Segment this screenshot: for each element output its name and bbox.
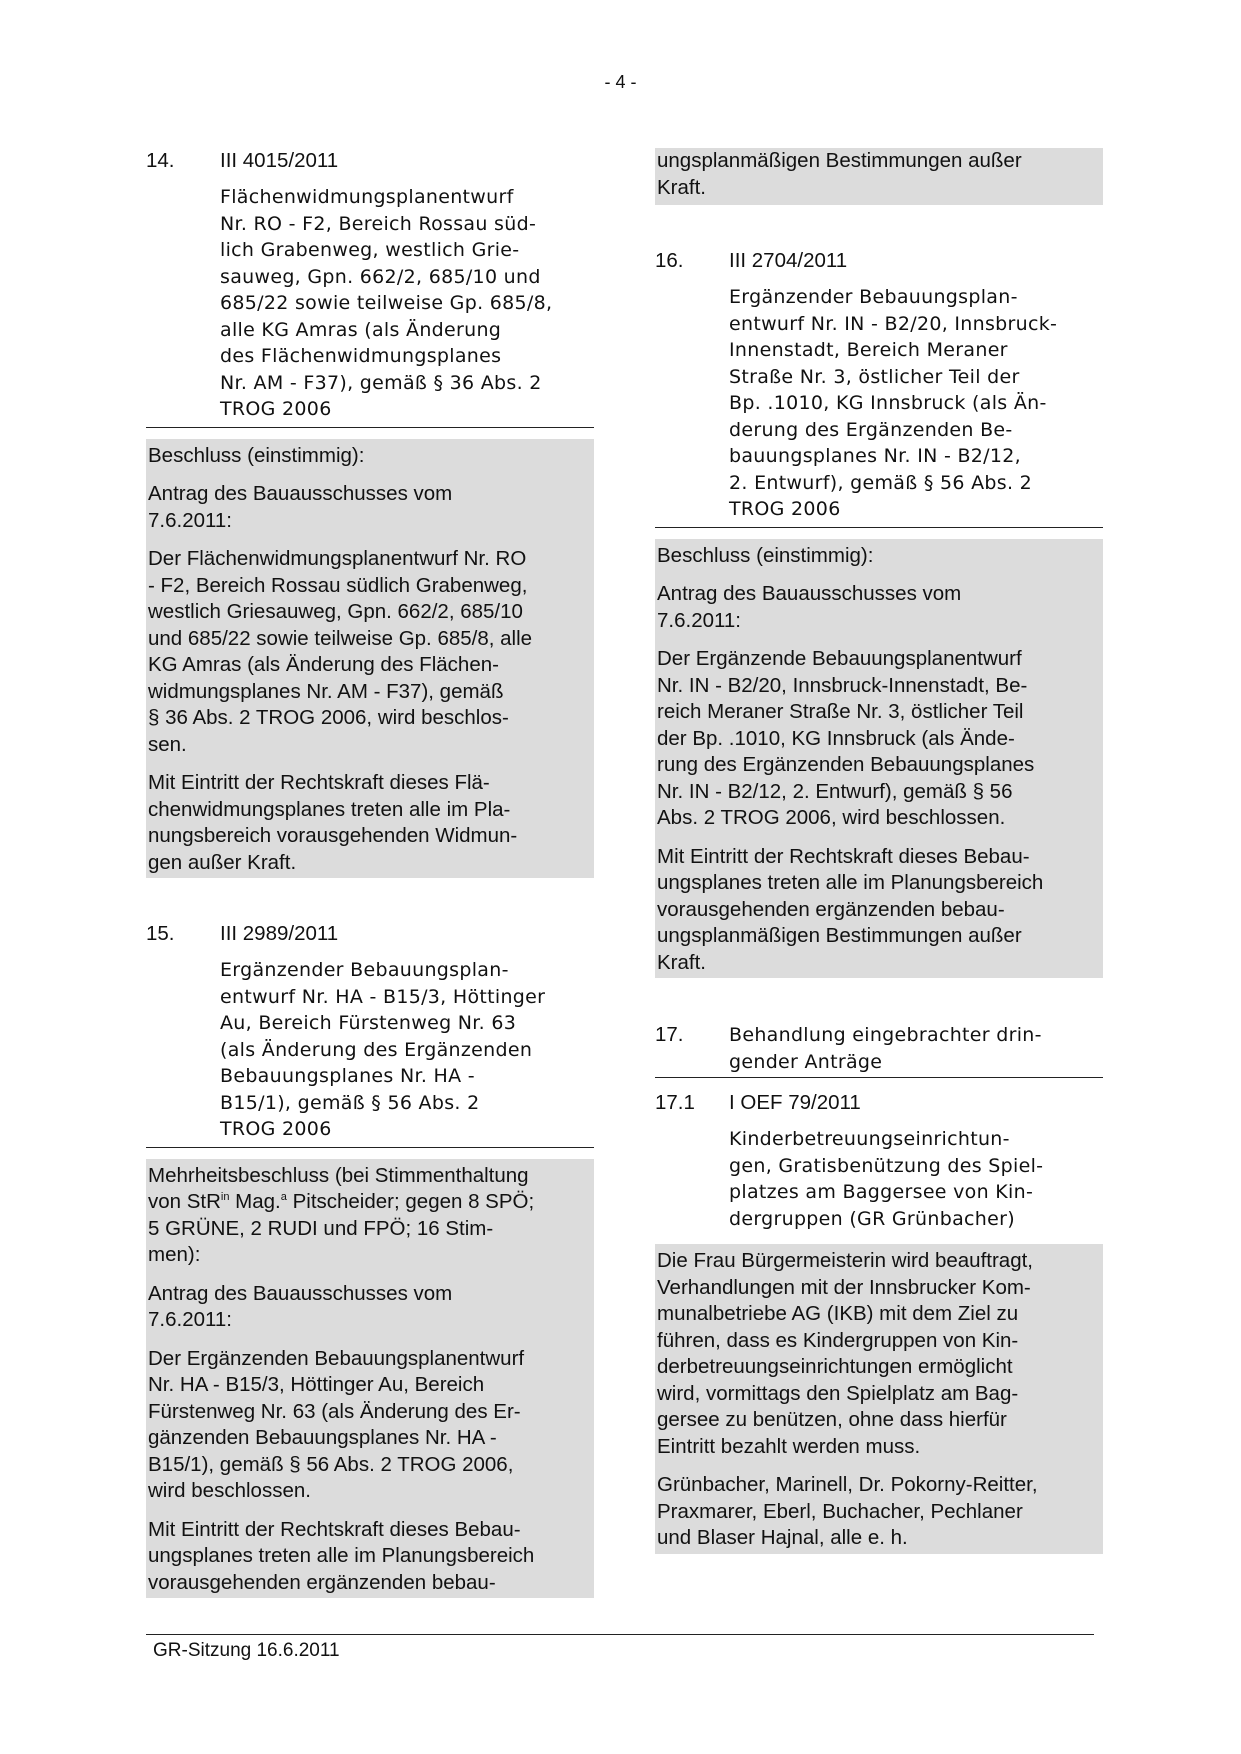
item-number: 15. [146, 922, 175, 945]
motion-text: Die Frau Bürgermeisterin wird beauftragt, Verhandlungen mit der Innsbrucker Kom- munalbetriebe AG (IKB) mit dem Ziel zu führen, dass es Kindergruppen von Kin- derbetreuungseinrichtungen ermöglicht wird, vormittags den Spielplatz am Bag- gersee zu benützen, ohne dass hierfür Eintritt bezahlt werden muss. [657, 1249, 1033, 1458]
page-number: - 4 - [604, 72, 637, 92]
motion-source: Antrag des Bauausschusses vom 7.6.2011: [657, 582, 962, 632]
item-number: 17.1 [655, 1091, 695, 1114]
item-reference: I OEF 79/2011 [729, 1091, 861, 1114]
item-title: Behandlung eingebrachter drin- gender Anträge [729, 1024, 1042, 1073]
resolution-effect-continued: ungsplanmäßigen Bestimmungen außer Kraft. [657, 149, 1022, 199]
agenda-item-17 [655, 1022, 1103, 1078]
resolution-box [146, 439, 594, 879]
divider [655, 527, 1103, 528]
resolution-text: Der Ergänzenden Bebauungsplanentwurf Nr. HA - B15/3, Höttinger Au, Bereich Fürstenweg Nr. 63 (als Änderung des Er- gänzenden Bebauungsplanes Nr. HA - B15/1), gemäß § 56 Abs. 2 TROG 2006, wird beschlossen. [148, 1346, 525, 1502]
item-title: Flächenwidmungsplanentwurf Nr. RO - F2, Bereich Rossau süd- lich Grabenweg, westlich Grie- sauweg, Gpn. 662/2, 685/10 und 685/22 sowie teilweise Gp. 685/8, alle KG Amras (als Änderung des Flächenwidmungsplanes Nr. AM - F37), gemäß § 36 Abs. 2 TROG 2006 [220, 186, 553, 420]
item-header [146, 921, 594, 947]
resolution-box [146, 1159, 594, 1599]
left-column [146, 148, 594, 1598]
agenda-item-15 [146, 921, 594, 1598]
item-header [146, 148, 594, 174]
resolution-type: Beschluss (einstimmig): [657, 543, 874, 567]
resolution-effect: Mit Eintritt der Rechtskraft dieses Flä- chenwidmungsplanes treten alle im Pla- nungsbereich vorausgehenden Widmun- gen außer Kraft. [148, 771, 518, 874]
resolution-type: Mehrheitsbeschluss (bei Stimmenthaltung von StR$^{in}$ Mag.$^a$ Pitscheider; gegen 8 SPÖ; 5 GRÜNE, 2 RUDI und FPÖ; 16 Stim- men): [148, 1163, 535, 1266]
motion-source: Antrag des Bauausschusses vom 7.6.2011: [148, 482, 453, 532]
divider [146, 427, 594, 428]
motion-source: Antrag des Bauausschusses vom 7.6.2011: [148, 1281, 453, 1331]
item-title: Ergänzender Bebauungsplan- entwurf Nr. HA - B15/3, Höttinger Au, Bereich Fürstenweg Nr. 63 (als Änderung des Ergänzenden Bebauungsplanes Nr. HA - B15/1), gemäß § 56 Abs. 2 TROG 2006 [220, 959, 546, 1140]
item-header [655, 248, 1103, 274]
footer-session: GR-Sitzung 16.6.2011 [153, 1640, 340, 1661]
resolution-type: Beschluss (einstimmig): [148, 443, 365, 467]
divider [655, 1077, 1103, 1078]
resolution-text: Der Ergänzende Bebauungsplanentwurf Nr. IN - B2/20, Innsbruck-Innenstadt, Be- reich Meraner Straße Nr. 3, östlicher Teil der Bp. .1010, KG Innsbruck (als Ände- rung des Ergänzenden Bebauungsplanes Nr. IN - B2/12, 2. Entwurf), gemäß § 56 Abs. 2 TROG 2006, wird beschlossen. [657, 647, 1035, 829]
agenda-item-14 [146, 148, 594, 878]
item-title: Kinderbetreuungseinrichtun- gen, Gratisbenützung des Spiel- platzes am Baggersee von Kin- dergruppen (GR Grünbacher) [729, 1128, 1044, 1230]
item-reference: III 2704/2011 [729, 249, 848, 272]
motion-signatories: Grünbacher, Marinell, Dr. Pokorny-Reitter, Praxmarer, Eberl, Buchacher, Pechlaner und Blaser Hajnal, alle e. h. [657, 1473, 1038, 1549]
resolution-effect: Mit Eintritt der Rechtskraft dieses Bebau- ungsplanes treten alle im Planungsbereich vorausgehenden ergänzenden bebau- [148, 1517, 535, 1594]
item-number: 16. [655, 249, 684, 272]
item-reference: III 4015/2011 [220, 149, 339, 172]
item-reference: III 2989/2011 [220, 922, 339, 945]
item-number: 17. [655, 1023, 684, 1046]
agenda-item-17-1 [655, 1090, 1103, 1554]
resolution-text: Der Flächenwidmungsplanentwurf Nr. RO - F2, Bereich Rossau südlich Grabenweg, westlich Griesauweg, Gpn. 662/2, 685/10 und 685/22 sowie teilweise Gp. 685/8, alle KG Amras (als Änderung des Flächen- widmungsplanes Nr. AM - F37), gemäß § 36 Abs. 2 TROG 2006, wird beschlos- sen. [148, 547, 533, 756]
item-header [655, 1022, 1103, 1075]
footer-divider [146, 1634, 1094, 1635]
resolution-box-continued [655, 148, 1103, 205]
agenda-item-16 [655, 248, 1103, 978]
right-column [655, 148, 1103, 1554]
divider [146, 1147, 594, 1148]
resolution-effect: Mit Eintritt der Rechtskraft dieses Bebau- ungsplanes treten alle im Planungsbereich vorausgehenden ergänzenden bebau- ungsplanmäßigen Bestimmungen außer Kraft. [657, 844, 1044, 974]
item-number: 14. [146, 149, 175, 172]
motion-box [655, 1244, 1103, 1554]
item-header [655, 1090, 1103, 1116]
resolution-box [655, 539, 1103, 979]
item-title: Ergänzender Bebauungsplan- entwurf Nr. IN - B2/20, Innsbruck- Innenstadt, Bereich Meraner Straße Nr. 3, östlicher Teil der Bp. .1010, KG Innsbruck (als Än- derung des Ergänzenden Be- bauungsplanes Nr. IN - B2/12, 2. Entwurf), gemäß § 56 Abs. 2 TROG 2006 [729, 286, 1058, 520]
